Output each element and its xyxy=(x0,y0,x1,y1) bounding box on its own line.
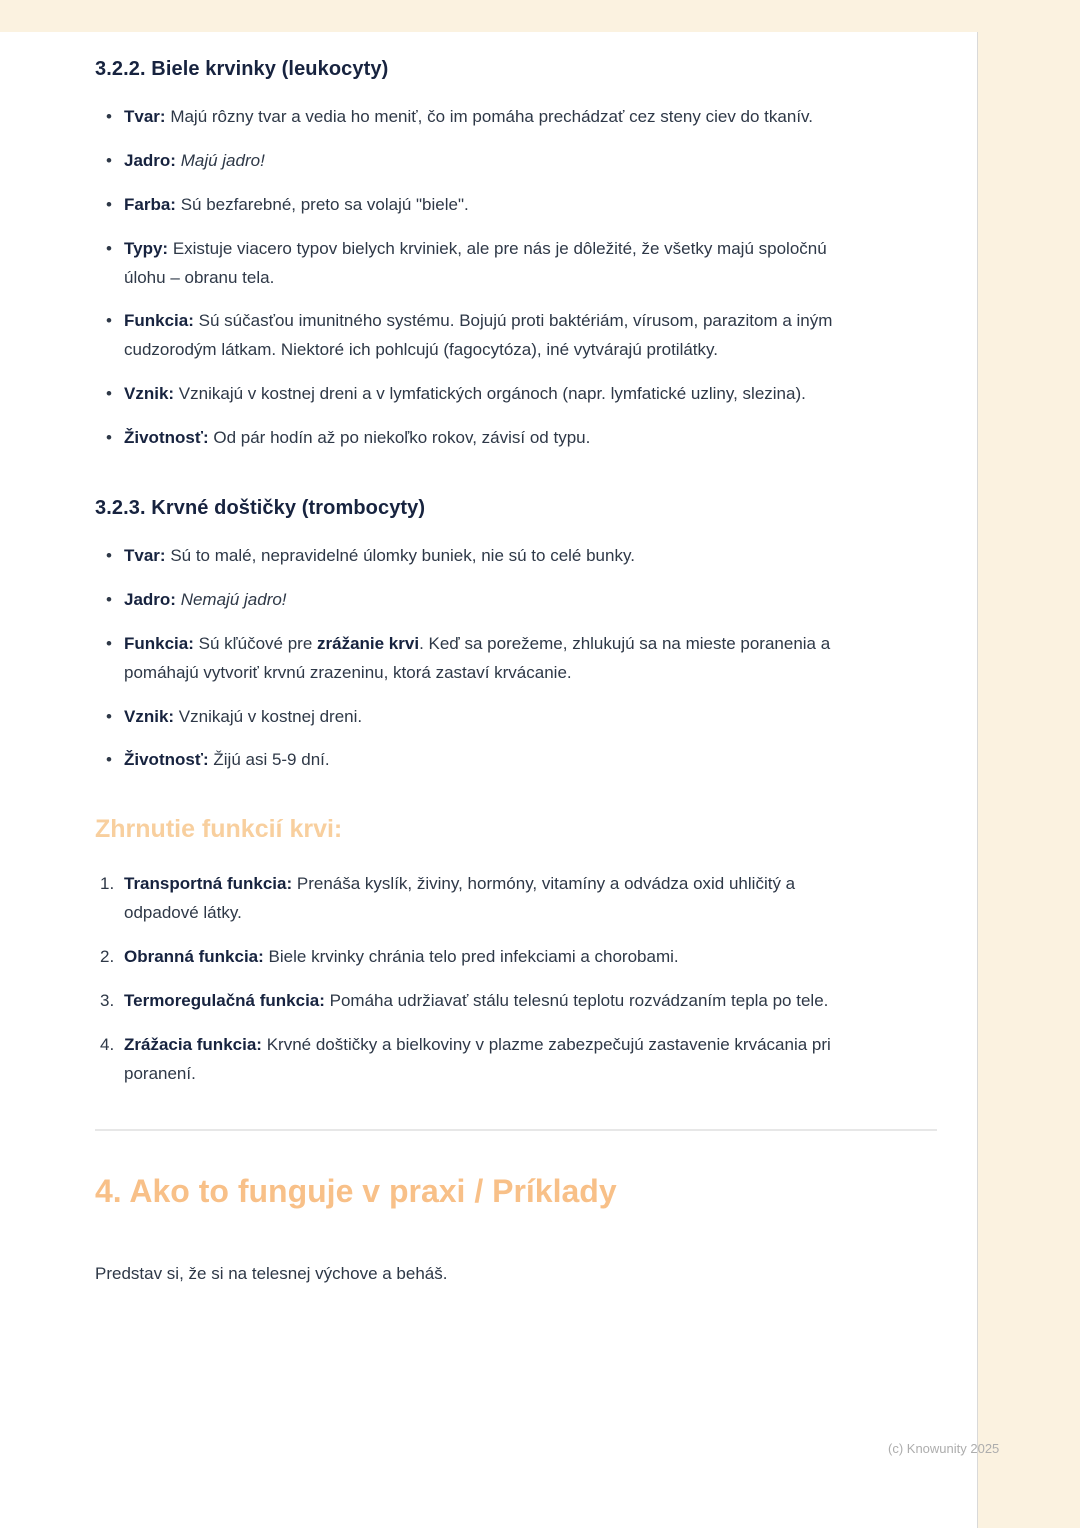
list-number: 4. xyxy=(100,1034,115,1054)
item-label: Zrážacia funkcia: xyxy=(124,1034,262,1054)
item-text: Majú rôzny tvar a vedia ho meniť, čo im pomáha prechádzať cez steny ciev do tkanív. xyxy=(170,107,814,126)
list-item xyxy=(124,542,864,571)
item-text-italic: Majú jadro! xyxy=(180,150,265,170)
item-text: Sú kľúčové pre xyxy=(198,633,317,653)
section-heading-examples: 4. Ako to funguje v praxi / Príklady xyxy=(95,1172,617,1209)
list-item xyxy=(100,1031,864,1089)
item-label: Jadro: xyxy=(124,150,176,170)
item-label: Funkcia: xyxy=(124,633,194,653)
list-item xyxy=(124,586,864,615)
item-label: Funkcia: xyxy=(124,311,194,331)
list-item xyxy=(124,147,864,176)
item-text: Vznikajú v kostnej dreni a v lymfatických orgánoch (napr. lymfatické uzliny, slezina). xyxy=(178,384,806,404)
item-text: Pomáha udržiavať stálu telesnú teplotu rozvádzaním tepla po tele. xyxy=(329,991,829,1011)
section-heading-leukocytes: 3.2.2. Biele krvinky (leukocyty) xyxy=(95,58,389,80)
list-item xyxy=(124,380,864,409)
item-label: Životnosť: xyxy=(124,428,209,448)
item-text: Vznikajú v kostnej dreni. xyxy=(178,706,363,726)
item-label: Tvar: xyxy=(124,546,166,566)
section-heading-thrombocytes: 3.2.3. Krvné doštičky (trombocyty) xyxy=(95,497,426,520)
bullet-list-thrombocytes xyxy=(95,542,864,775)
item-text-bold: zrážanie krvi xyxy=(317,633,420,653)
list-item xyxy=(124,703,864,732)
list-item xyxy=(124,103,864,132)
list-item xyxy=(124,307,864,365)
summary-heading: Zhrnutie funkcií krvi: xyxy=(95,815,343,844)
item-text: Krvné doštičky a bielkoviny v plazme zabezpečujú zastavenie krvácania pri poranení. xyxy=(124,1034,831,1083)
item-label: Tvar: xyxy=(124,107,166,126)
list-item xyxy=(100,987,864,1016)
list-item xyxy=(124,424,864,453)
numbered-list-functions xyxy=(95,870,864,1088)
item-text: Sú bezfarebné, preto sa volajú "biele". xyxy=(180,194,469,214)
item-text: . Keď sa porežeme, zhlukujú sa na mieste poranenia a pomáhajú vytvoriť krvnú zrazeninu, ktorá zastaví krvácanie. xyxy=(124,633,831,682)
list-item xyxy=(100,870,864,928)
item-text: Od pár hodín až po niekoľko rokov, závisí od typu. xyxy=(213,428,591,448)
list-item xyxy=(124,630,864,688)
list-item xyxy=(124,746,864,775)
item-label: Termoregulačná funkcia: xyxy=(124,991,325,1011)
item-label: Typy: xyxy=(124,238,169,258)
item-label: Obranná funkcia: xyxy=(124,947,264,967)
item-label: Životnosť: xyxy=(124,750,209,770)
item-label: Transportná funkcia: xyxy=(124,874,293,894)
item-text: Sú súčasťou imunitného systému. Bojujú proti baktériám, vírusom, parazitom a iným cudzorodým látkam. Niektoré ich pohlcujú (fagocytóza), iné vytvárajú protilátky. xyxy=(124,311,833,360)
list-item xyxy=(124,191,864,220)
bullet-list-leukocytes xyxy=(95,103,864,453)
item-label: Jadro: xyxy=(124,589,176,609)
list-item xyxy=(100,943,864,972)
section-divider xyxy=(95,1129,937,1131)
item-label: Farba: xyxy=(124,194,176,214)
item-text: Žijú asi 5-9 dní. xyxy=(213,750,330,770)
item-text: Biele krvinky chránia telo pred infekciami a chorobami. xyxy=(268,947,679,967)
list-number: 1. xyxy=(100,874,115,894)
item-label: Vznik: xyxy=(124,706,175,726)
document-page xyxy=(0,32,978,1528)
item-text: Prenáša kyslík, živiny, hormóny, vitamíny a odvádza oxid uhličitý a odpadové látky. xyxy=(124,874,796,923)
item-text: Existuje viacero typov bielych krviniek, ale pre nás je dôležité, že všetky majú spoločnú úlohu – obranu tela. xyxy=(124,238,827,287)
copyright-footer: (c) Knowunity 2025 xyxy=(888,1441,1000,1456)
item-text: Sú to malé, nepravidelné úlomky buniek, nie sú to celé bunky. xyxy=(170,546,635,566)
list-item xyxy=(124,235,864,293)
list-number: 2. xyxy=(100,947,115,967)
item-label: Vznik: xyxy=(124,384,175,404)
item-text-italic: Nemajú jadro! xyxy=(180,589,287,609)
list-number: 3. xyxy=(100,991,115,1011)
intro-paragraph: Predstav si, že si na telesnej výchove a beháš. xyxy=(95,1263,448,1283)
